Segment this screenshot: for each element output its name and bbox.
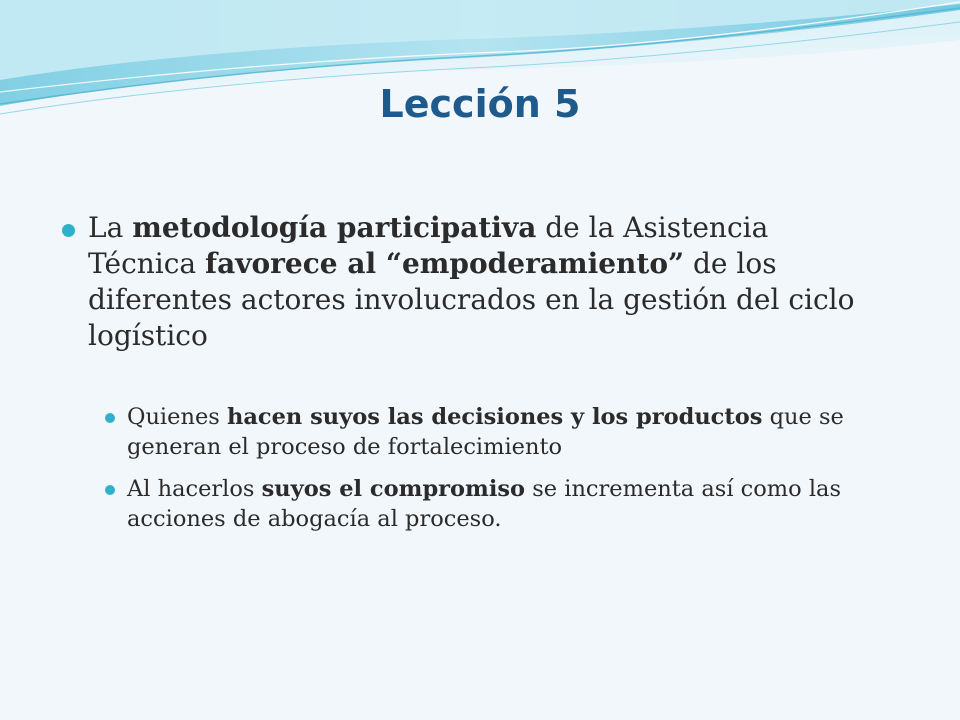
bold-run: favorece al “empoderamiento” — [205, 247, 685, 280]
text-run: Quienes — [127, 404, 227, 430]
bold-run: metodología participativa — [132, 211, 537, 244]
main-bullet — [62, 210, 868, 354]
sub-bullet — [105, 474, 907, 534]
bullet-dot-icon — [105, 485, 115, 495]
slide-content — [62, 210, 902, 546]
text-run: se incrementa así como las acciones de abogacía al proceso. — [127, 476, 842, 532]
sub-bullet-text — [127, 476, 841, 532]
sub-bullet — [105, 402, 907, 462]
bullet-dot-icon — [105, 413, 115, 423]
text-run: Al hacerlos — [127, 476, 262, 502]
sub-bullet-list — [62, 402, 902, 534]
bold-run: suyos el compromiso — [261, 476, 526, 502]
bullet-dot-icon — [62, 224, 75, 237]
text-run: de los diferentes actores involucrados en la gestión del ciclo logístico — [88, 247, 855, 352]
text-run: La — [88, 211, 133, 244]
slide-title: Lección 5 — [379, 82, 581, 126]
main-bullet-text — [88, 211, 854, 352]
text-run: que se generan el proceso de fortalecimiento — [127, 404, 844, 460]
text-run: de la Asistencia Técnica — [88, 211, 769, 280]
sub-bullet-text — [127, 404, 844, 460]
bold-run: hacen suyos las decisiones y los productos — [226, 404, 763, 430]
